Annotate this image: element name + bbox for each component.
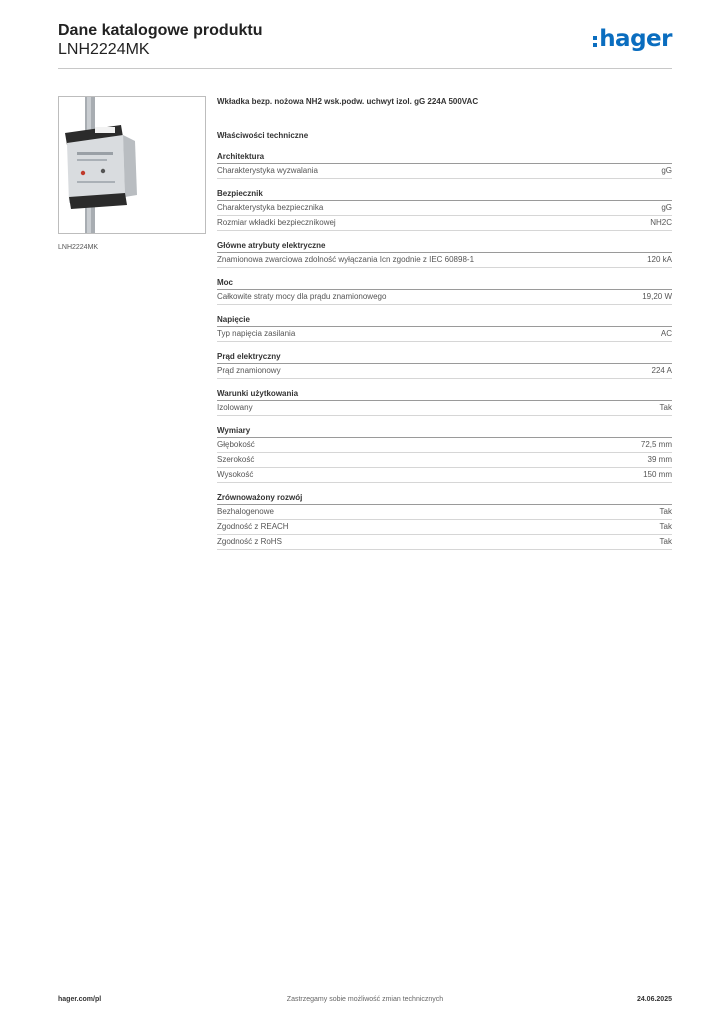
property-row [217,327,672,342]
property-value: Tak [659,537,672,546]
property-value: Tak [659,403,672,412]
property-value: 19,20 W [642,292,672,301]
logo-dots-icon [593,36,597,47]
property-row [217,290,672,305]
property-value: Tak [659,507,672,516]
property-row [217,164,672,179]
product-image-caption: LNH2224MK [58,244,99,251]
property-row [217,438,672,453]
property-value: NH2C [650,218,672,227]
property-label: Znamionowa zwarciowa zdolność wyłączania Icn zgodnie z IEC 60898-1 [217,255,475,264]
property-label: Typ napięcia zasilania [217,329,296,338]
property-row [217,201,672,216]
property-value: 150 mm [643,470,672,479]
group-title: Napięcie [217,314,672,327]
property-label: Prąd znamionowy [217,366,281,375]
property-label: Całkowite straty mocy dla prądu znamionowego [217,292,387,301]
property-row [217,505,672,520]
property-row [217,401,672,416]
property-row [217,535,672,550]
page-footer [58,996,672,1010]
group-title: Główne atrybuty elektryczne [217,240,672,253]
page-header [58,20,672,70]
property-row [217,253,672,268]
property-group [217,277,672,305]
property-label: Głębokość [217,440,255,449]
hager-logo [593,26,672,52]
property-row [217,520,672,535]
document-title: Dane katalogowe produktu [58,22,263,39]
property-value: 72,5 mm [640,440,672,449]
property-value: 39 mm [647,455,672,464]
property-group [217,188,672,231]
property-group [217,151,672,179]
property-label: Charakterystyka wyzwalania [217,166,318,175]
property-label: Zgodność z RoHS [217,537,282,546]
property-label: Rozmiar wkładki bezpiecznikowej [217,218,336,227]
group-title: Architektura [217,151,672,164]
property-label: Zgodność z REACH [217,522,289,531]
property-groups [217,151,672,550]
group-title: Wymiary [217,425,672,438]
property-label: Izolowany [217,403,253,412]
property-group [217,388,672,416]
property-row [217,364,672,379]
property-label: Wysokość [217,470,254,479]
property-label: Szerokość [217,455,255,464]
logo-text: hager [599,26,672,52]
footer-notice: Zastrzegamy sobie możliwość zmian technicznych [286,996,444,1003]
property-group [217,351,672,379]
property-group [217,314,672,342]
property-group [217,492,672,550]
group-title: Prąd elektryczny [217,351,672,364]
property-value: 224 A [651,366,672,375]
group-title: Bezpiecznik [217,188,672,201]
group-title: Moc [217,277,672,290]
property-value: AC [660,329,672,338]
property-row [217,216,672,231]
technical-data [217,96,672,550]
property-label: Charakterystyka bezpiecznika [217,203,324,212]
fuse-image-icon [59,97,205,233]
footer-date: 24.06.2025 [636,996,672,1003]
property-value: Tak [659,522,672,531]
group-title: Warunki użytkowania [217,388,672,401]
property-value: gG [661,166,672,175]
property-row [217,453,672,468]
product-description: Wkładka bezp. nożowa NH2 wsk.podw. uchwyt izol. gG 224A 500VAC [217,97,479,106]
section-title: Właściwości techniczne [217,131,309,140]
header-divider [58,68,672,69]
property-value: gG [661,203,672,212]
property-label: Bezhalogenowe [217,507,274,516]
footer-website: hager.com/pl [58,996,102,1003]
product-image [58,96,206,234]
property-row [217,468,672,483]
product-code: LNH2224MK [58,41,150,58]
group-title: Zrównoważony rozwój [217,492,672,505]
property-group [217,425,672,483]
property-value: 120 kA [647,255,672,264]
property-group [217,240,672,268]
